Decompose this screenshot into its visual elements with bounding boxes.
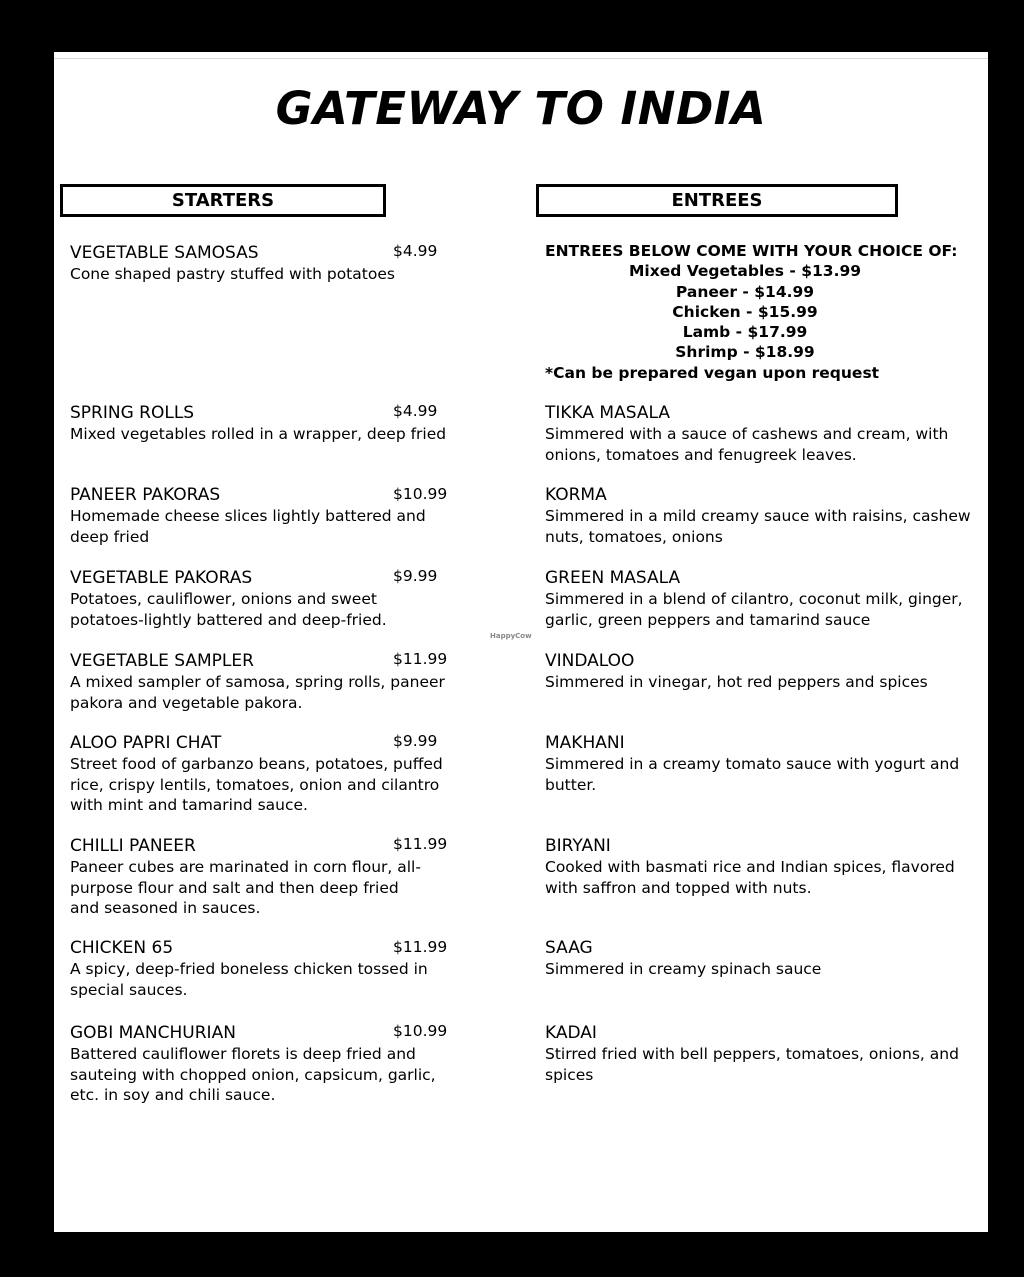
item-name: KORMA — [545, 485, 607, 505]
entree-item — [545, 567, 965, 630]
entree-item — [545, 732, 963, 795]
item-name: CHICKEN 65 — [70, 938, 174, 958]
item-description: Stirred fried with bell peppers, tomatoes, onions, and spices — [545, 1045, 959, 1084]
item-description: Potatoes, cauliflower, onions and sweet potatoes-lightly battered and deep-fried. — [70, 590, 387, 629]
item-description: Simmered in vinegar, hot red peppers and spices — [545, 673, 928, 691]
item-name: VEGETABLE PAKORAS — [70, 568, 253, 588]
item-description: Simmered in a mild creamy sauce with raisins, cashew nuts, tomatoes, onions — [545, 507, 971, 546]
item-name: SPRING ROLLS — [70, 403, 195, 423]
item-price: $4.99 — [393, 242, 438, 260]
item-name: MAKHANI — [545, 733, 625, 753]
item-description: Simmered in creamy spinach sauce — [545, 960, 822, 978]
item-price: $11.99 — [393, 835, 448, 853]
entree-item — [545, 835, 963, 898]
starter-item — [70, 402, 448, 445]
item-description: Paneer cubes are marinated in corn flour, all-purpose flour and salt and then deep fried and seasoned in sauces. — [70, 858, 421, 917]
starter-item — [70, 484, 438, 547]
item-description: Simmered with a sauce of cashews and cream, with onions, tomatoes and fenugreek leaves. — [545, 425, 949, 464]
item-price: $10.99 — [393, 1022, 448, 1040]
entree-item — [545, 650, 965, 693]
choices-intro: ENTREES BELOW COME WITH YOUR CHOICE OF: — [545, 242, 958, 260]
item-description: Cooked with basmati rice and Indian spices, flavored with saffron and topped with nuts. — [545, 858, 955, 897]
menu-page — [54, 52, 988, 1232]
item-description: Battered cauliflower florets is deep fried and sauteing with chopped onion, capsicum, garlic, etc. in soy and chili sauce. — [70, 1045, 436, 1104]
starter-item — [70, 567, 400, 630]
starter-item — [70, 242, 448, 285]
entree-item — [545, 937, 963, 980]
item-name: VEGETABLE SAMPLER — [70, 651, 254, 671]
starter-item — [70, 835, 432, 919]
item-description: Street food of garbanzo beans, potatoes, puffed rice, crispy lentils, tomatoes, onion and cilantro with mint and tamarind sauce. — [70, 755, 443, 814]
starters-heading: STARTERS — [60, 184, 386, 217]
item-name: VINDALOO — [545, 651, 635, 671]
entree-item — [545, 1022, 963, 1085]
item-description: Homemade cheese slices lightly battered and deep fried — [70, 507, 426, 546]
item-name: GOBI MANCHURIAN — [70, 1023, 236, 1043]
choice-item: Paneer - $14.99 — [675, 282, 815, 301]
item-price: $11.99 — [393, 650, 448, 668]
item-name: TIKKA MASALA — [545, 403, 670, 423]
page-title: GATEWAY TO INDIA — [275, 82, 767, 135]
item-name: SAAG — [545, 938, 593, 958]
choice-item: Lamb - $17.99 — [682, 323, 808, 342]
item-description: Simmered in a blend of cilantro, coconut milk, ginger, garlic, green peppers and tamarind sauce — [545, 590, 963, 629]
item-price: $9.99 — [393, 567, 438, 585]
divider — [54, 58, 988, 59]
item-description: A spicy, deep-fried boneless chicken tossed in special sauces. — [70, 960, 428, 999]
choice-item: Chicken - $15.99 — [672, 302, 818, 321]
item-name: BIRYANI — [545, 836, 611, 856]
choice-item: Shrimp - $18.99 — [675, 343, 815, 362]
item-name: KADAI — [545, 1023, 597, 1043]
item-price: $9.99 — [393, 732, 438, 750]
item-description: A mixed sampler of samosa, spring rolls, paneer pakora and vegetable pakora. — [70, 673, 445, 712]
item-name: CHILLI PANEER — [70, 836, 196, 856]
item-price: $4.99 — [393, 402, 438, 420]
item-description: Cone shaped pastry stuffed with potatoes — [70, 265, 395, 283]
choice-item: Mixed Vegetables - $13.99 — [628, 262, 862, 281]
item-name: PANEER PAKORAS — [70, 485, 221, 505]
watermark: HappyCow — [490, 632, 532, 640]
item-description: Mixed vegetables rolled in a wrapper, deep fried — [70, 425, 447, 443]
item-name: GREEN MASALA — [545, 568, 681, 588]
item-price: $11.99 — [393, 938, 448, 956]
starter-item — [70, 1022, 448, 1106]
starter-item — [70, 937, 448, 1000]
vegan-note: *Can be prepared vegan upon request — [545, 363, 880, 382]
entree-choices — [545, 241, 965, 383]
item-name: VEGETABLE SAMOSAS — [70, 243, 259, 263]
entrees-heading: ENTREES — [536, 184, 898, 217]
starter-item — [70, 732, 448, 816]
item-description: Simmered in a creamy tomato sauce with yogurt and butter. — [545, 755, 960, 794]
entree-item — [545, 484, 973, 547]
starter-item — [70, 650, 448, 713]
item-price: $10.99 — [393, 485, 448, 503]
entree-item — [545, 402, 955, 465]
item-name: ALOO PAPRI CHAT — [70, 733, 222, 753]
